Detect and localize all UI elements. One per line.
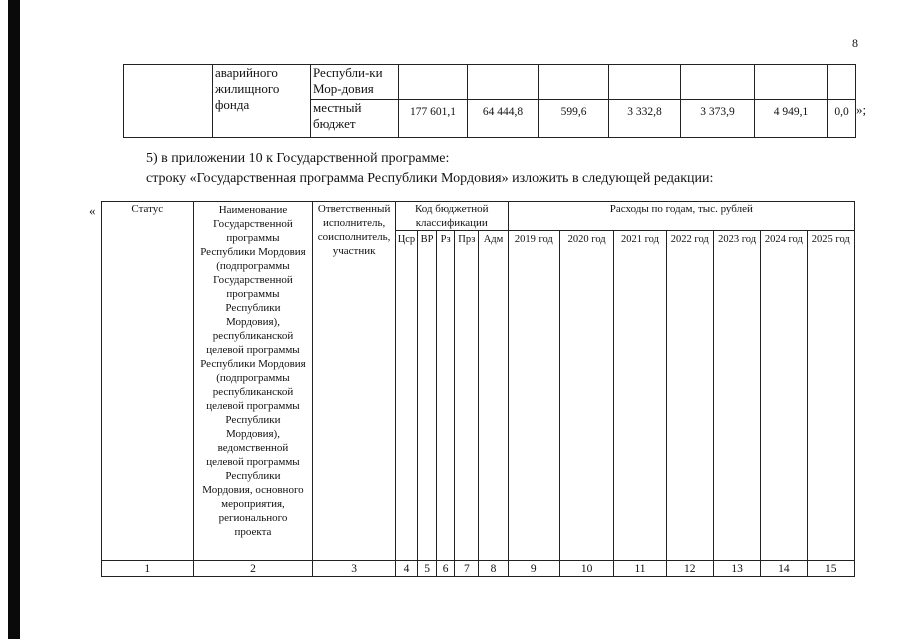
header-responsible-line: участник xyxy=(332,245,376,257)
source-line: бюджет xyxy=(313,116,356,131)
value-cell: 4 949,1 xyxy=(755,100,828,138)
header-name-line: (подпрограммы xyxy=(216,372,290,384)
header-name-line: Мордовия), xyxy=(225,316,280,328)
value-cell: 177 601,1 xyxy=(399,100,468,138)
header-name-line: мероприятия, xyxy=(221,498,285,510)
column-number: 2 xyxy=(193,561,313,577)
closing-mark: »; xyxy=(856,102,867,117)
page-number: 8 xyxy=(852,36,858,50)
column-number: 15 xyxy=(807,561,854,577)
header-name-line: Мордовия), xyxy=(225,428,280,440)
header-name-line: целевой программы xyxy=(206,456,300,468)
empty-cell xyxy=(468,65,539,100)
header-row xyxy=(102,202,855,231)
header-year-2020: 2020 год xyxy=(559,231,613,561)
column-number: 8 xyxy=(479,561,508,577)
empty-cell xyxy=(609,65,681,100)
header-name-line: (подпрограммы xyxy=(216,260,290,272)
table-row xyxy=(124,65,856,100)
source-line: Республи-ки xyxy=(313,65,383,80)
empty-status-cell xyxy=(124,65,213,138)
value-cell: 0,0 xyxy=(828,100,856,138)
header-code-rz: Рз xyxy=(437,231,455,561)
column-number: 4 xyxy=(395,561,417,577)
empty-cell xyxy=(399,65,468,100)
paragraph-line-2: строку «Государственная программа Республики Мордовия» изложить в следующей редакции: xyxy=(146,171,714,186)
header-name-line: регионального xyxy=(218,512,288,524)
column-number: 14 xyxy=(761,561,807,577)
header-name-line: Государственной xyxy=(213,218,293,230)
header-name-line: республиканской xyxy=(212,330,294,342)
source-line: местный xyxy=(313,100,362,115)
value-cell: 599,6 xyxy=(539,100,609,138)
header-name-line: Республики Мордовия xyxy=(200,246,306,258)
name-line: аварийного xyxy=(215,65,278,80)
empty-cell xyxy=(539,65,609,100)
column-number: 9 xyxy=(508,561,559,577)
header-name-line: Республики xyxy=(225,302,281,314)
header-budget-code-line: классификации xyxy=(415,217,488,229)
header-code-csr: Цср xyxy=(395,231,417,561)
header-name-line: ведомственной xyxy=(217,442,289,454)
header-name-line: Республики xyxy=(225,414,281,426)
column-number: 6 xyxy=(437,561,455,577)
empty-cell xyxy=(828,65,856,100)
header-year-2024: 2024 год xyxy=(761,231,807,561)
value-cell: 3 373,9 xyxy=(681,100,755,138)
source-cell xyxy=(311,65,399,100)
column-number: 13 xyxy=(713,561,760,577)
top-table xyxy=(123,64,856,138)
header-code-prz: Прз xyxy=(455,231,479,561)
opening-mark: « xyxy=(89,203,96,218)
header-name-line: проекта xyxy=(234,526,272,538)
binding-bar xyxy=(8,0,20,639)
header-budget-code xyxy=(395,202,508,231)
empty-cell xyxy=(755,65,828,100)
header-year-2023: 2023 год xyxy=(713,231,760,561)
column-number: 10 xyxy=(559,561,613,577)
name-line: фонда xyxy=(215,97,250,112)
header-expenses: Расходы по годам, тыс. рублей xyxy=(508,202,854,231)
column-number-row xyxy=(102,561,855,577)
main-table xyxy=(101,201,855,577)
header-name-line: республиканской xyxy=(212,386,294,398)
header-name-line: Мордовия, основного xyxy=(202,484,304,496)
column-number: 7 xyxy=(455,561,479,577)
paragraph-line-1: 5) в приложении 10 к Государственной программе: xyxy=(146,151,450,166)
header-status: Статус xyxy=(102,202,194,561)
name-cell xyxy=(213,65,311,138)
header-name-line: программы xyxy=(226,232,280,244)
name-line: жилищного xyxy=(215,81,280,96)
column-number: 11 xyxy=(614,561,666,577)
value-cell: 64 444,8 xyxy=(468,100,539,138)
header-responsible-line: исполнитель, xyxy=(323,217,386,229)
source-cell xyxy=(311,100,399,138)
source-line: Мор-довия xyxy=(313,81,374,96)
column-number: 3 xyxy=(313,561,396,577)
header-name-line: Государственной xyxy=(213,274,293,286)
header-name-line: целевой программы xyxy=(206,344,300,356)
value-cell: 3 332,8 xyxy=(609,100,681,138)
header-year-2019: 2019 год xyxy=(508,231,559,561)
column-number: 1 xyxy=(102,561,194,577)
header-name-line: программы xyxy=(226,288,280,300)
header-responsible-line: Ответственный xyxy=(317,203,391,215)
header-code-vr: ВР xyxy=(418,231,437,561)
header-name-line: Наименование xyxy=(218,204,288,216)
header-name-line: целевой программы xyxy=(206,400,300,412)
header-year-2025: 2025 год xyxy=(807,231,854,561)
empty-cell xyxy=(681,65,755,100)
header-name-line: Республики Мордовия xyxy=(200,358,306,370)
column-number: 5 xyxy=(418,561,437,577)
header-year-2021: 2021 год xyxy=(614,231,666,561)
header-budget-code-line: Код бюджетной xyxy=(414,203,489,215)
header-responsible xyxy=(313,202,396,561)
header-code-adm: Адм xyxy=(479,231,508,561)
header-name xyxy=(193,202,313,561)
header-year-2022: 2022 год xyxy=(666,231,713,561)
header-name-line: Республики xyxy=(225,470,281,482)
column-number: 12 xyxy=(666,561,713,577)
header-responsible-line: соисполнитель, xyxy=(317,231,391,243)
